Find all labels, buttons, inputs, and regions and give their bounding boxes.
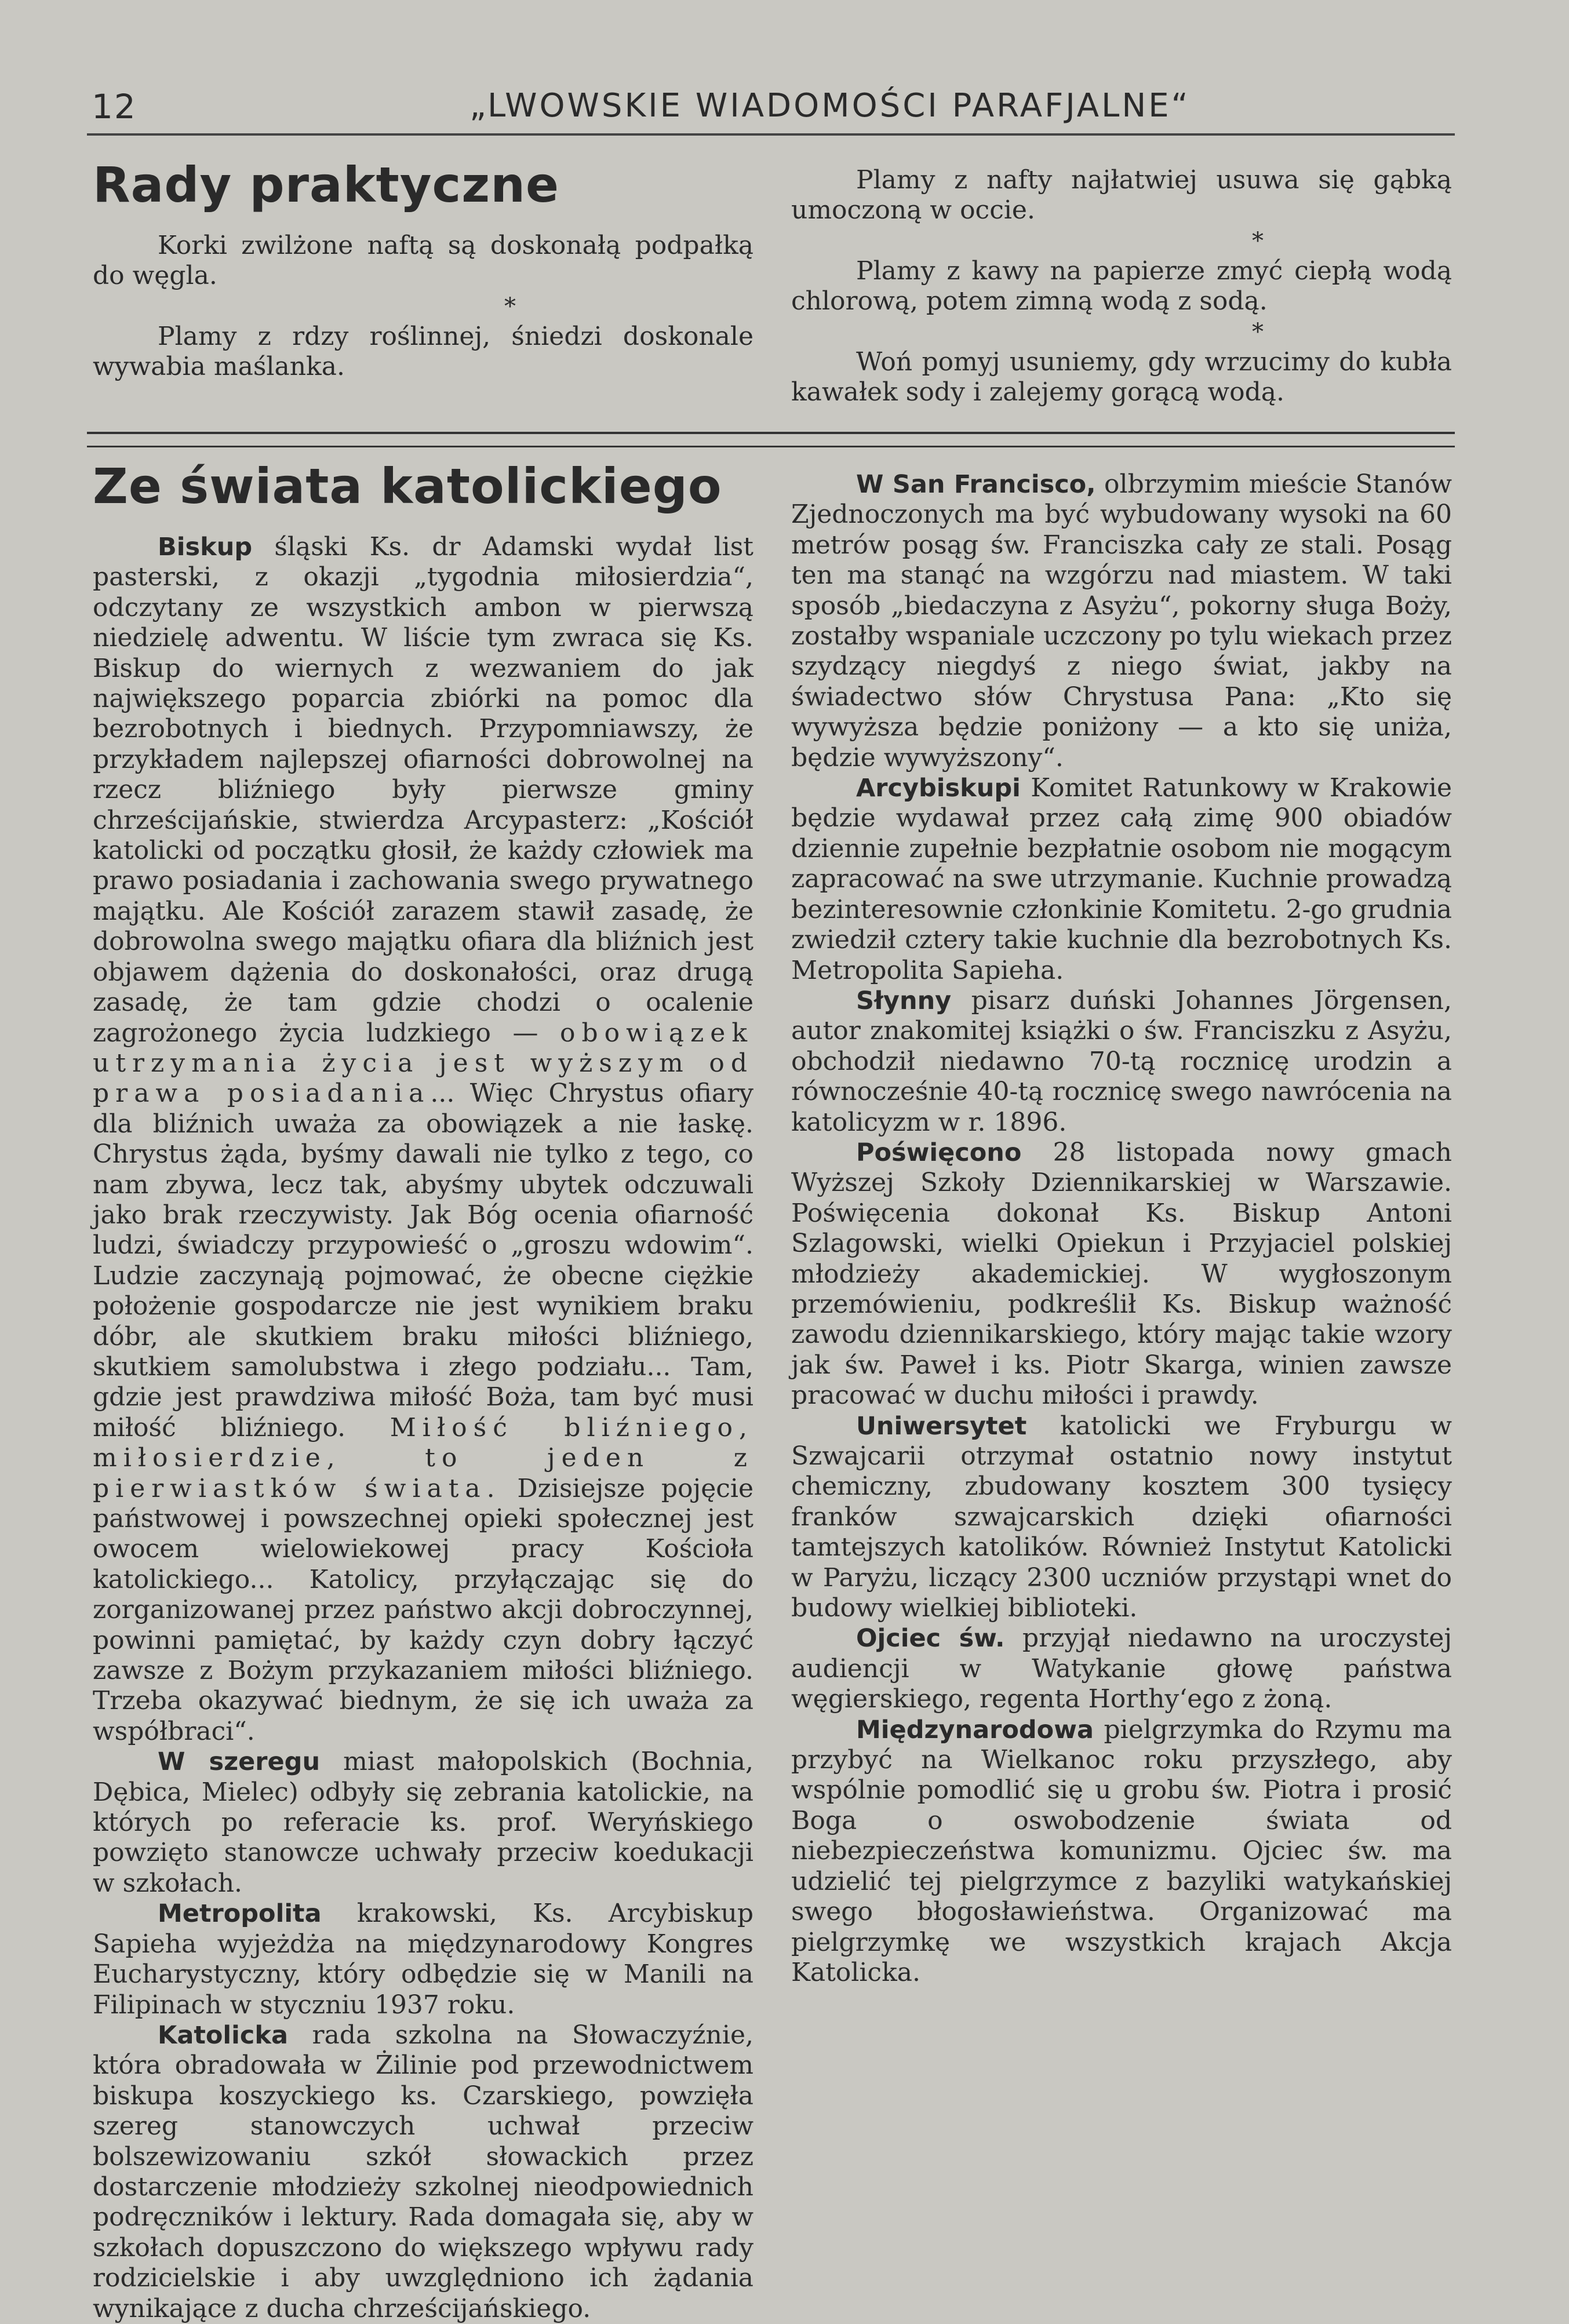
news-item: W szeregu miast małopolskich (Bochnia, Dębica, Mielec) odbyły się zebrania katolickie, na których po referacie ks. prof. Weryńskiego powzięto stanowcze uchwały przeciw koedukacji w szkołach.: [93, 1747, 753, 1898]
news-lead: W szeregu: [158, 1747, 321, 1777]
tip-paragraph: Plamy z kawy na papierze zmyć ciepłą wodą chlorową, potem zimną wodą z sodą.: [791, 256, 1452, 316]
news-left-column: [93, 458, 753, 2324]
news-lead: Biskup: [158, 533, 253, 562]
news-lead: Poświęcono: [856, 1138, 1022, 1167]
spaced-text: Miłość bliźniego, miłosierdzie, to jeden z pierwiastków świata.: [93, 1412, 753, 1503]
news-lead: Uniwersytet: [856, 1411, 1027, 1441]
news-item: Słynny pisarz duński Johannes Jörgensen, autor znakomitej książki o św. Franciszku z Asyżu, obchodził niedawno 70-tą rocznicę urodzin a równocześnie 40-tą rocznicę swego nawrócenia na katolicyzm w r. 1896.: [791, 985, 1452, 1137]
news-item: Metropolita krakowski, Ks. Arcybiskup Sapieha wyjeżdża na międzynarodowy Kongres Eucharystyczny, który odbędzie się w Manili na Filipinach w styczniu 1937 roku.: [93, 1899, 753, 2020]
tip-paragraph: Plamy z rdzy roślinnej, śniedzi doskonale wywabia maślanka.: [93, 321, 753, 382]
news-lead: W San Francisco,: [856, 470, 1096, 499]
tip-paragraph: Woń pomyj usuniemy, gdy wrzucimy do kubła kawałek sody i zalejemy gorącą wodą.: [791, 347, 1452, 407]
news-item: Ojciec św. przyjął niedawno na uroczystej audiencji w Watykanie głowę państwa węgierskiego, regenta Horthy‘ego z żoną.: [791, 1623, 1452, 1714]
rady-right-column: [791, 165, 1452, 407]
section-title-rady: Rady praktyczne: [93, 156, 559, 213]
news-right-column: [791, 469, 1452, 1988]
section-divider: [87, 432, 1455, 447]
separator-star: *: [1252, 227, 1264, 254]
page-header: [87, 81, 1455, 136]
news-item: W San Francisco, olbrzymim mieście Stanów Zjednoczonych ma być wybudowany wysoki na 60 metrów posąg św. Franciszka cały ze stali. Posąg ten ma stanąć na wzgórzu nad miastem. W taki sposób „biedaczyna z Asyżu“, pokorny sługa Boży, zostałby wspaniale uczczony po tylu wiekach przez szydzący niegdyś z niego świat, jakby na świadectwo słów Chrystusa Pana: „Kto się wywyższa będzie poniżony — a kto się uniża, będzie wywyższony“.: [791, 469, 1452, 773]
rady-left-column: [93, 156, 753, 383]
spaced-text: obowiązek utrzymania życia jest wyższym od prawa posiadania: [93, 1018, 753, 1109]
news-lead: Słynny: [856, 986, 952, 1015]
news-lead: Międzynarodowa: [856, 1715, 1094, 1744]
separator-star: *: [1252, 318, 1264, 345]
news-lead: Ojciec św.: [856, 1624, 1005, 1653]
news-item: Uniwersytet katolicki we Fryburgu w Szwajcarii otrzymał ostatnio nowy instytut chemiczny, zbudowany kosztem 300 tysięcy franków szwajcarskich dzięki ofiarności tamtejszych katolików. Również Instytut Katolicki w Paryżu, liczący 2300 uczniów przystąpi wnet do budowy wielkiej biblioteki.: [791, 1411, 1452, 1623]
section-title-swiat: Ze świata katolickiego: [93, 458, 722, 515]
news-lead: Katolicka: [158, 2020, 289, 2050]
tip-paragraph: Korki zwilżone naftą są doskonałą podpałką do węgla.: [93, 231, 753, 291]
news-item: Poświęcono 28 listopada nowy gmach Wyższej Szkoły Dziennikarskiej w Warszawie. Poświęcenia dokonał Ks. Biskup Antoni Szlagowski, wielki Opiekun i Przyjaciel polskiej młodzieży akademickiej. W wygłoszonym przemówieniu, podkreślił Ks. Biskup ważność zawodu dziennikarskiego, który mając takie wzory jak św. Paweł i ks. Piotr Skarga, winien zawsze pracować w duchu miłości i prawdy.: [791, 1137, 1452, 1411]
journal-title: „LWOWSKIE WIADOMOŚCI PARAFJALNE“: [469, 87, 1191, 125]
news-item: Biskup śląski Ks. dr Adamski wydał list pasterski, z okazji „tygodnia miłosierdzia“, odczytany ze wszystkich ambon w pierwszą niedzielę adwentu. W liście tym zwraca się Ks. Biskup do wiernych z wezwaniem do jak największego poparcia zbiórki na pomoc dla bezrobotnych i biednych. Przypomniawszy, że przykładem najlepszej ofiarności dobrowolnej na rzecz bliźniego były pierwsze gminy chrześcijańskie, stwierdza Arcypasterz: „Kościół katolicki od początku głosił, że każdy człowiek ma prawo posiadania i zachowania swego prywatnego majątku. Ale Kościół zarazem stawił zasadę, że dobrowolna swego majątku ofiara dla bliźnich jest objawem dążenia do doskonałości, oraz drugą zasadę, że tam gdzie chodzi o ocalenie zagrożonego życia ludzkiego — obowiązek utrzymania życia jest wyższym od prawa posiadania... Więc Chrystus ofiary dla bliźnich uważa za obowiązek a nie łaskę. Chrystus żąda, byśmy dawali nie tylko z tego, co nam zbywa, lecz tak, abyśmy ubytek odczuwali jako brak rzeczywisty. Jak Bóg ocenia ofiarność ludzi, świadczy przypowieść o „groszu wdowim“. Ludzie zaczynają pojmować, że obecne ciężkie położenie gospodarcze nie jest wynikiem braku dóbr, ale skutkiem braku miłości bliźniego, skutkiem samolubstwa i złego podziału... Tam, gdzie jest prawdziwa miłość Boża, tam być musi miłość bliźniego. Miłość bliźniego, miłosierdzie, to jeden z pierwiastków świata. Dzisiejsze pojęcie państwowej i powszechnej opieki społecznej jest owocem wielowiekowej pracy Kościoła katolickiego... Katolicy, przyłączając się do zorganizowanej przez państwo akcji dobroczynnej, powinni pamiętać, by każdy czyn dobry łączyć zawsze z Bożym przykazaniem miłości bliźniego. Trzeba okazywać biednym, że się ich uważa za współbraci“.: [93, 532, 753, 1746]
news-lead: Arcybiskupi: [856, 774, 1021, 803]
news-item: Arcybiskupi Komitet Ratunkowy w Krakowie będzie wydawał przez całą zimę 900 obiadów dziennie zupełnie bezpłatnie osobom nie mogącym zapracować na swe utrzymanie. Kuchnie prowadzą bezinteresownie członkinie Komitetu. 2-go grudnia zwiedził cztery takie kuchnie dla bezrobotnych Ks. Metropolita Sapieha.: [791, 773, 1452, 985]
separator-star: *: [504, 293, 516, 320]
news-lead: Metropolita: [158, 1899, 322, 1929]
news-item: Międzynarodowa pielgrzymka do Rzymu ma przybyć na Wielkanoc roku przyszłego, aby wspólnie pomodlić się u grobu św. Piotra i prosić Boga o oswobodzenie świata od niebezpieczeństwa komunizmu. Ojciec św. ma udzielić tej pielgrzymce z bazyliki watykańskiej swego błogosławieństwa. Organizować ma pielgrzymkę we wszystkich krajach Akcja Katolicka.: [791, 1714, 1452, 1987]
page-number: 12: [92, 87, 137, 126]
tip-paragraph: Plamy z nafty najłatwiej usuwa się gąbką umoczoną w occie.: [791, 165, 1452, 225]
news-item: Katolicka rada szkolna na Słowaczyźnie, która obradowała w Żilinie pod przewodnictwem biskupa koszyckiego ks. Czarskiego, powzięła szereg stanowczych uchwał przeciw bolszewizowaniu szkół słowackich przez dostarczenie młodzieży szkolnej nieodpowiednich podręczników i lektury. Rada domagała się, aby w szkołach dopuszczono do większego wpływu rady rodzicielskie i aby uwzględniono ich żądania wynikające z ducha chrześcijańskiego.: [93, 2020, 753, 2323]
